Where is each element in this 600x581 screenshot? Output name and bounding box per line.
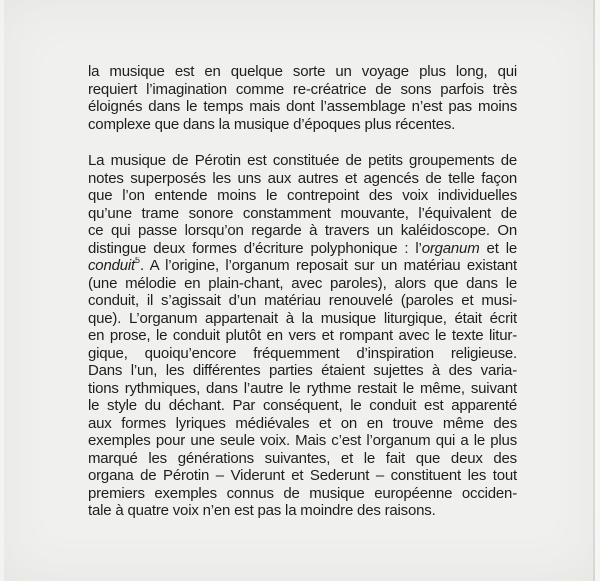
- text-line: organa de Pérotin – Viderunt et Sederunt – constituent les tout: [88, 467, 517, 484]
- text-line: Dans l’un, les différentes parties étaient sujettes à des varia-: [88, 362, 517, 379]
- text-line: éloignés dans le temps mais dont l’assemblage n’est pas moins: [88, 98, 517, 115]
- text-line: marqué les générations suivantes, et le fait que deux des: [88, 449, 517, 467]
- text-line: la musique est en quelque sorte un voyage plus long, qui: [88, 63, 517, 80]
- text-line: conduit, il s’agissait d’un matériau renouvelé (paroles et musi-: [88, 292, 517, 309]
- text-line: le style du déchant. Par conséquent, le conduit est apparenté: [88, 397, 517, 414]
- footnote-marker: 5: [134, 257, 140, 265]
- text-line: notes superposés les uns aux autres et agencés de telle façon: [88, 169, 517, 187]
- text-line: exemples pour une seule voix. Mais c’est l’organum qui a le plus: [88, 432, 517, 449]
- text-line: (une mélodie en plain-chant, avec paroles), alors que dans le: [88, 274, 517, 292]
- text-line: que). L’organum appartenait à la musique liturgique, était écrit: [88, 309, 517, 327]
- text-line: aux formes lyriques médiévales et on en trouve même des: [88, 414, 517, 432]
- page-left-edge-highlight: [0, 0, 4, 581]
- text-line: tions rythmiques, dans l’autre le rythme restait le même, suivant: [88, 379, 517, 397]
- text-line: complexe que dans la musique d’époques plus récentes.: [88, 115, 456, 133]
- page-right-edge-highlight: [595, 0, 600, 581]
- paragraph: [88, 152, 517, 520]
- text-line: que l’on entende moins le contrepoint des voix individuelles: [88, 187, 517, 204]
- text-line: gique, quoiqu’encore fréquemment d’inspiration religieuse.: [88, 344, 517, 362]
- italic-term: conduit: [88, 257, 135, 274]
- text-line: conduit$^5$. A l’origine, l’organum reposait sur un matériau existant: [88, 257, 517, 274]
- text-line: premiers exemples connus de musique européenne occiden-: [88, 484, 517, 502]
- text-line: La musique de Pérotin est constituée de petits groupements de: [88, 152, 517, 169]
- text-line: en prose, le conduit plutôt en vers et rompant avec le texte litur-: [88, 327, 517, 344]
- text-line: requiert l’imagination comme re-créatrice de sons parfois très: [88, 80, 517, 98]
- text-line: distingue deux formes d’écriture polyphonique : l’organum et le: [88, 239, 517, 257]
- paragraph: [88, 63, 517, 133]
- text-line: qu’une trame sonore constamment mouvante, l’équivalent de: [88, 204, 517, 222]
- text-line: tale à quatre voix n’en est pas la moindre des raisons.: [88, 502, 436, 519]
- text-column: [88, 63, 517, 520]
- text-line: ce qui passe lorsqu’on regarde à travers un kaléidoscope. On: [88, 222, 517, 239]
- italic-term: organum: [421, 239, 480, 257]
